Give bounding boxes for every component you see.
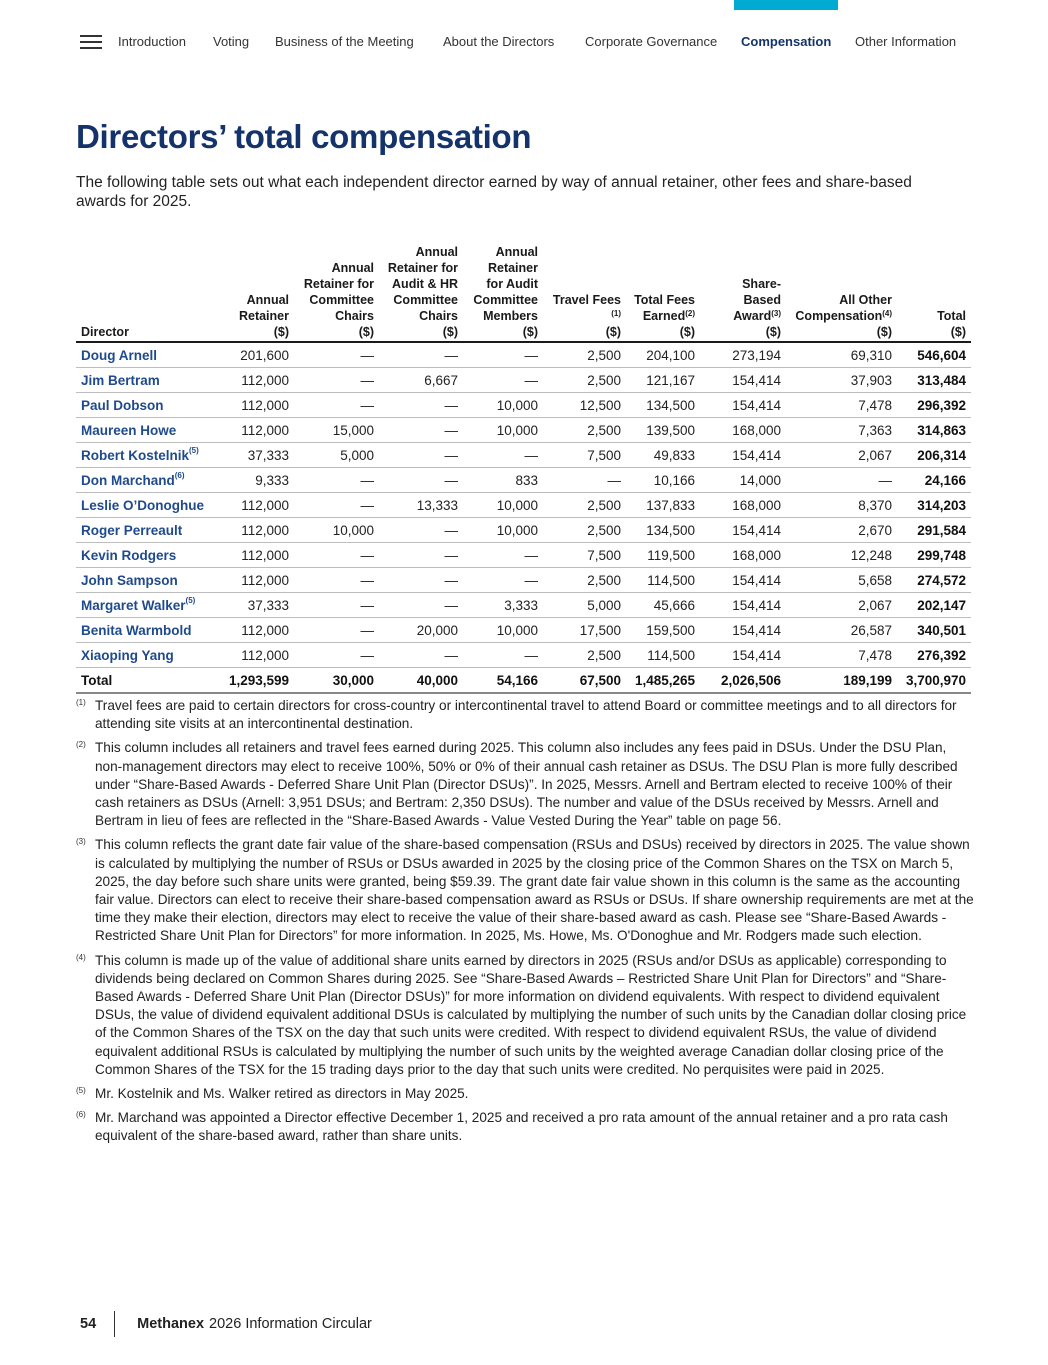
cell-share-based-award: 154,414 [700, 518, 786, 543]
cell-committee-chairs: — [294, 643, 379, 668]
cell-audit-members: — [463, 568, 543, 593]
col-header-director: Director [76, 228, 219, 342]
cell-committee-chairs: — [294, 468, 379, 493]
cell-all-other-compensation: 12,248 [786, 543, 897, 568]
cell-total-fees-earned: 159,500 [626, 618, 700, 643]
cell-total: 299,748 [897, 543, 971, 568]
cell-share-based-award: 154,414 [700, 393, 786, 418]
cell-share-based-award: 154,414 [700, 568, 786, 593]
cell-total: 296,392 [897, 393, 971, 418]
cell-travel-fees: 17,500 [543, 618, 626, 643]
cell-total: 202,147 [897, 593, 971, 618]
cell-annual-retainer: 112,000 [219, 518, 294, 543]
total-label: Total [76, 668, 219, 694]
director-name[interactable]: Maureen Howe [76, 418, 219, 443]
cell-annual-retainer: 112,000 [219, 618, 294, 643]
cell-total: 206,314 [897, 443, 971, 468]
col-header-committee-chairs: Annual Retainer for Committee Chairs ($) [294, 228, 379, 342]
cell-travel-fees: 7,500 [543, 443, 626, 468]
footnote-number: (5) [76, 1086, 86, 1096]
cell-committee-chairs: 10,000 [294, 518, 379, 543]
footnote [76, 1109, 974, 1145]
cell-annual-retainer: 37,333 [219, 593, 294, 618]
document-title: 2026 Information Circular [209, 1316, 372, 1332]
table-row [76, 593, 971, 618]
cell-total-fees-earned: 134,500 [626, 518, 700, 543]
cell-share-based-award: 168,000 [700, 543, 786, 568]
footnote-text: Travel fees are paid to certain directors for cross-country or intercontinental travel to attend Board or committee meetings and to all directors for attending site visits at an intercontinental destination. [95, 698, 957, 732]
cell-audit-hr-chairs: — [379, 568, 463, 593]
cell-audit-members: 10,000 [463, 493, 543, 518]
cell-total: 314,203 [897, 493, 971, 518]
director-name[interactable]: Margaret Walker$^{(5)}$ [76, 593, 219, 618]
cell-committee-chairs: — [294, 543, 379, 568]
footnote-number: (1) [76, 698, 86, 707]
active-section-indicator [734, 0, 838, 10]
cell-share-based-award: 168,000 [700, 418, 786, 443]
cell-total: 546,604 [897, 342, 971, 368]
footnote-text: Mr. Kostelnik and Ms. Walker retired as directors in May 2025. [95, 1086, 469, 1102]
cell-total-fees-earned: 139,500 [626, 418, 700, 443]
nav-other-information[interactable]: Other Information [855, 34, 957, 49]
cell-total-fees-earned: 45,666 [626, 593, 700, 618]
cell-share-based-award: 168,000 [700, 493, 786, 518]
table-total-row [76, 668, 971, 694]
brand-name: Methanex [137, 1316, 205, 1332]
cell-audit-members: — [463, 342, 543, 368]
footnote-ref[interactable]: (2) [685, 309, 695, 318]
cell-all-other-compensation: 189,199 [786, 668, 897, 694]
footnote-ref[interactable]: (5) [185, 595, 196, 605]
footnote-ref[interactable]: (4) [882, 309, 892, 318]
cell-committee-chairs: — [294, 493, 379, 518]
director-name[interactable]: Roger Perreault [76, 518, 219, 543]
director-name[interactable]: Benita Warmbold [76, 618, 219, 643]
cell-all-other-compensation: 5,658 [786, 568, 897, 593]
cell-share-based-award: 273,194 [700, 342, 786, 368]
cell-audit-members: 833 [463, 468, 543, 493]
cell-committee-chairs: — [294, 342, 379, 368]
page-title: Directors’ total compensation [76, 118, 532, 155]
cell-all-other-compensation: 37,903 [786, 368, 897, 393]
director-name[interactable]: Paul Dobson [76, 393, 219, 418]
footnote-ref[interactable]: (1) [611, 309, 621, 318]
cell-travel-fees: 5,000 [543, 593, 626, 618]
col-header-annual-retainer: Annual Retainer ($) [219, 228, 294, 342]
col-header-total-fees-earned: Total Fees Earned$^{(2)}$ ($) [626, 228, 700, 342]
cell-all-other-compensation: — [786, 468, 897, 493]
cell-audit-hr-chairs: — [379, 518, 463, 543]
cell-annual-retainer: 112,000 [219, 393, 294, 418]
cell-audit-members: 3,333 [463, 593, 543, 618]
cell-total-fees-earned: 1,485,265 [626, 668, 700, 694]
table-row [76, 643, 971, 668]
cell-total: 276,392 [897, 643, 971, 668]
cell-annual-retainer: 201,600 [219, 342, 294, 368]
cell-audit-hr-chairs: 40,000 [379, 668, 463, 694]
cell-audit-hr-chairs: — [379, 418, 463, 443]
footnote-ref[interactable]: (3) [771, 309, 781, 318]
footnote [76, 836, 974, 945]
cell-all-other-compensation: 7,478 [786, 643, 897, 668]
cell-all-other-compensation: 8,370 [786, 493, 897, 518]
director-name[interactable]: Doug Arnell [76, 342, 219, 368]
cell-audit-members: — [463, 443, 543, 468]
footnote-number: (4) [76, 952, 86, 962]
cell-audit-members: 54,166 [463, 668, 543, 694]
cell-total-fees-earned: 10,166 [626, 468, 700, 493]
cell-audit-members: — [463, 643, 543, 668]
cell-total: 340,501 [897, 618, 971, 643]
cell-audit-members: 10,000 [463, 618, 543, 643]
intro-paragraph: The following table sets out what each independent director earned by way of annual retainer, other fees and share-based awards for 2025. [76, 174, 912, 210]
cell-all-other-compensation: 69,310 [786, 342, 897, 368]
cell-committee-chairs: 5,000 [294, 443, 379, 468]
cell-audit-hr-chairs: — [379, 443, 463, 468]
cell-committee-chairs: — [294, 618, 379, 643]
cell-travel-fees: 2,500 [543, 368, 626, 393]
cell-audit-hr-chairs: 13,333 [379, 493, 463, 518]
cell-total-fees-earned: 49,833 [626, 443, 700, 468]
cell-audit-members: — [463, 543, 543, 568]
cell-travel-fees: 2,500 [543, 518, 626, 543]
cell-audit-members: — [463, 368, 543, 393]
nav-business-of-the-meeting[interactable]: Business of the Meeting [275, 34, 414, 49]
nav-compensation[interactable]: Compensation [741, 34, 832, 49]
cell-total-fees-earned: 204,100 [626, 342, 700, 368]
cell-all-other-compensation: 26,587 [786, 618, 897, 643]
cell-total: 291,584 [897, 518, 971, 543]
cell-all-other-compensation: 7,363 [786, 418, 897, 443]
cell-audit-members: 10,000 [463, 418, 543, 443]
table-header-row [76, 228, 971, 342]
cell-annual-retainer: 112,000 [219, 418, 294, 443]
cell-audit-members: 10,000 [463, 518, 543, 543]
footnotes [76, 697, 974, 1152]
cell-travel-fees: 2,500 [543, 643, 626, 668]
cell-total-fees-earned: 114,500 [626, 643, 700, 668]
cell-total: 274,572 [897, 568, 971, 593]
director-name[interactable]: John Sampson [76, 568, 219, 593]
cell-audit-hr-chairs: — [379, 393, 463, 418]
cell-committee-chairs: — [294, 368, 379, 393]
hamburger-menu-icon[interactable] [80, 35, 102, 49]
cell-audit-hr-chairs: — [379, 543, 463, 568]
cell-total: 24,166 [897, 468, 971, 493]
cell-annual-retainer: 1,293,599 [219, 668, 294, 694]
table-row [76, 418, 971, 443]
nav-voting[interactable]: Voting [213, 34, 250, 49]
director-name[interactable]: Xiaoping Yang [76, 643, 219, 668]
cell-committee-chairs: — [294, 593, 379, 618]
director-name[interactable]: Kevin Rodgers [76, 543, 219, 568]
footnote-ref[interactable]: (6) [174, 470, 185, 480]
table-row [76, 393, 971, 418]
cell-annual-retainer: 9,333 [219, 468, 294, 493]
table-row [76, 518, 971, 543]
col-header-audit-members: Annual Retainer for Audit Committee Members ($) [463, 228, 543, 342]
cell-travel-fees: 2,500 [543, 342, 626, 368]
cell-share-based-award: 154,414 [700, 643, 786, 668]
cell-audit-hr-chairs: — [379, 593, 463, 618]
cell-audit-hr-chairs: — [379, 468, 463, 493]
cell-travel-fees: 12,500 [543, 393, 626, 418]
footnote-text: This column includes all retainers and travel fees earned during 2025. This column also includes any fees paid in DSUs. Under the DSU Plan, non-management directors may elect to receive 100%, 50% or 0% of their annual cash retainer as DSUs. The DSU Plan is more fully described under “Share-Based Awards - Deferred Share Unit Plan (Director DSUs)”. In 2025, Messrs. Arnell and Bertram elected to receive 100% of their cash retainers as DSUs (Arnell: 3,951 DSUs; and Bertram: 2,350 DSUs). The number and value of the DSUs received by Messrs. Arnell and Bertram in lieu of fees are reflected in the “Share-Based Awards - Value Vested During the Year” table on page 56. [95, 740, 958, 829]
cell-committee-chairs: 30,000 [294, 668, 379, 694]
col-header-share-based-award: Share-Based Award$^{(3)}$ ($) [700, 228, 786, 342]
cell-audit-members: 10,000 [463, 393, 543, 418]
cell-total-fees-earned: 134,500 [626, 393, 700, 418]
cell-annual-retainer: 112,000 [219, 568, 294, 593]
cell-total: 314,863 [897, 418, 971, 443]
cell-travel-fees: 67,500 [543, 668, 626, 694]
cell-audit-hr-chairs: 20,000 [379, 618, 463, 643]
cell-audit-hr-chairs: — [379, 643, 463, 668]
cell-total: 313,484 [897, 368, 971, 393]
cell-committee-chairs: 15,000 [294, 418, 379, 443]
cell-travel-fees: 2,500 [543, 493, 626, 518]
top-navigation [80, 33, 957, 51]
directors-compensation-table [76, 228, 971, 694]
director-name[interactable]: Don Marchand$^{(6)}$ [76, 468, 219, 493]
footnote-number: (3) [76, 837, 86, 847]
cell-annual-retainer: 112,000 [219, 643, 294, 668]
footnote-text: This column reflects the grant date fair value of the share-based compensation (RSUs and DSUs) received by directors in 2025. The value shown is calculated by multiplying the number of RSUs or DSUs awarded in 2025 by the closing price of the Common Shares on the TSX on March 5, 2025, the day before such share units were granted, being $59.39. The grant date fair value shown in this column is the same as the accounting fair value. Directors can elect to receive their share-based compensation award as RSUs or DSUs. If share ownership requirements are met at the time they make their election, directors may elect to receive the value of their share-based award as cash. Please see “Share-Based Awards - Restricted Share Unit Plan for Directors” for more information. In 2025, Ms. Howe, Ms. O'Donoghue and Mr. Rodgers made such election. [95, 837, 974, 944]
director-name[interactable]: Robert Kostelnik$^{(5)}$ [76, 443, 219, 468]
cell-committee-chairs: — [294, 393, 379, 418]
cell-all-other-compensation: 7,478 [786, 393, 897, 418]
page-number: 54 [80, 1316, 97, 1332]
footnote [76, 1085, 974, 1103]
col-header-total: Total ($) [897, 228, 971, 342]
table-body [76, 342, 971, 693]
cell-total-fees-earned: 121,167 [626, 368, 700, 393]
cell-share-based-award: 2,026,506 [700, 668, 786, 694]
table-row [76, 543, 971, 568]
cell-share-based-award: 154,414 [700, 368, 786, 393]
footnote-text: Mr. Marchand was appointed a Director effective December 1, 2025 and received a pro rata amount of the annual retainer and a pro rata cash equivalent of the share-based award, rather than share units. [95, 1110, 948, 1144]
table-row [76, 493, 971, 518]
cell-committee-chairs: — [294, 568, 379, 593]
table-row [76, 443, 971, 468]
cell-share-based-award: 14,000 [700, 468, 786, 493]
cell-total-fees-earned: 137,833 [626, 493, 700, 518]
table-row [76, 618, 971, 643]
cell-share-based-award: 154,414 [700, 618, 786, 643]
cell-total-fees-earned: 119,500 [626, 543, 700, 568]
col-header-audit-hr-chairs: Annual Retainer for Audit & HR Committee Chairs ($) [379, 228, 463, 342]
director-name[interactable]: Jim Bertram [76, 368, 219, 393]
col-header-all-other-compensation: All Other Compensation$^{(4)}$ ($) [786, 228, 897, 342]
cell-travel-fees: 2,500 [543, 568, 626, 593]
page-footer [80, 1311, 372, 1337]
table-row [76, 368, 971, 393]
footnote-number: (2) [76, 740, 86, 750]
cell-annual-retainer: 112,000 [219, 543, 294, 568]
cell-all-other-compensation: 2,067 [786, 593, 897, 618]
director-name[interactable]: Leslie O’Donoghue [76, 493, 219, 518]
cell-audit-hr-chairs: — [379, 342, 463, 368]
nav-corporate-governance[interactable]: Corporate Governance [585, 34, 718, 49]
nav-about-the-directors[interactable]: About the Directors [443, 34, 555, 49]
footnote-text: This column is made up of the value of additional share units earned by directors in 2025 (RSUs and/or DSUs as applicable) corresponding to dividends being declared on Common Shares during 2025. See “Share-Based Awards – Restricted Share Unit Plan for Directors” and “Share-Based Awards - Deferred Share Unit Plan (Director DSUs)” for more information on dividend equivalents. With respect to dividend equivalent DSUs, the value of dividend equivalent additional DSUs is calculated by multiplying the number of such units by the Canadian dollar closing price of the Common Shares of the TSX on the day that such units were credited. With respect to dividend equivalent RSUs, the value of dividend equivalent additional RSUs is calculated by multiplying the number of such units by the weighted average Canadian dollar closing price of the Common Shares of the TSX for the 15 trading days prior to the day that such units were credited. No perquisites were paid in 2025. [95, 952, 967, 1077]
table-row [76, 468, 971, 493]
cell-total-fees-earned: 114,500 [626, 568, 700, 593]
footnote-number: (6) [76, 1110, 86, 1120]
footnote [76, 697, 974, 733]
footnote-ref[interactable]: (5) [189, 445, 199, 455]
cell-all-other-compensation: 2,067 [786, 443, 897, 468]
cell-all-other-compensation: 2,670 [786, 518, 897, 543]
cell-travel-fees: 2,500 [543, 418, 626, 443]
footnote [76, 739, 974, 830]
cell-share-based-award: 154,414 [700, 443, 786, 468]
col-header-travel-fees: Travel Fees $^{(1)}$ ($) [543, 228, 626, 342]
footnote [76, 952, 974, 1079]
cell-annual-retainer: 112,000 [219, 493, 294, 518]
table-row [76, 342, 971, 368]
cell-travel-fees: 7,500 [543, 543, 626, 568]
cell-total: 3,700,970 [897, 668, 971, 694]
nav-introduction[interactable]: Introduction [118, 34, 186, 49]
cell-travel-fees: — [543, 468, 626, 493]
footer-divider [114, 1311, 115, 1337]
cell-annual-retainer: 37,333 [219, 443, 294, 468]
cell-annual-retainer: 112,000 [219, 368, 294, 393]
table-row [76, 568, 971, 593]
cell-audit-hr-chairs: 6,667 [379, 368, 463, 393]
cell-share-based-award: 154,414 [700, 593, 786, 618]
